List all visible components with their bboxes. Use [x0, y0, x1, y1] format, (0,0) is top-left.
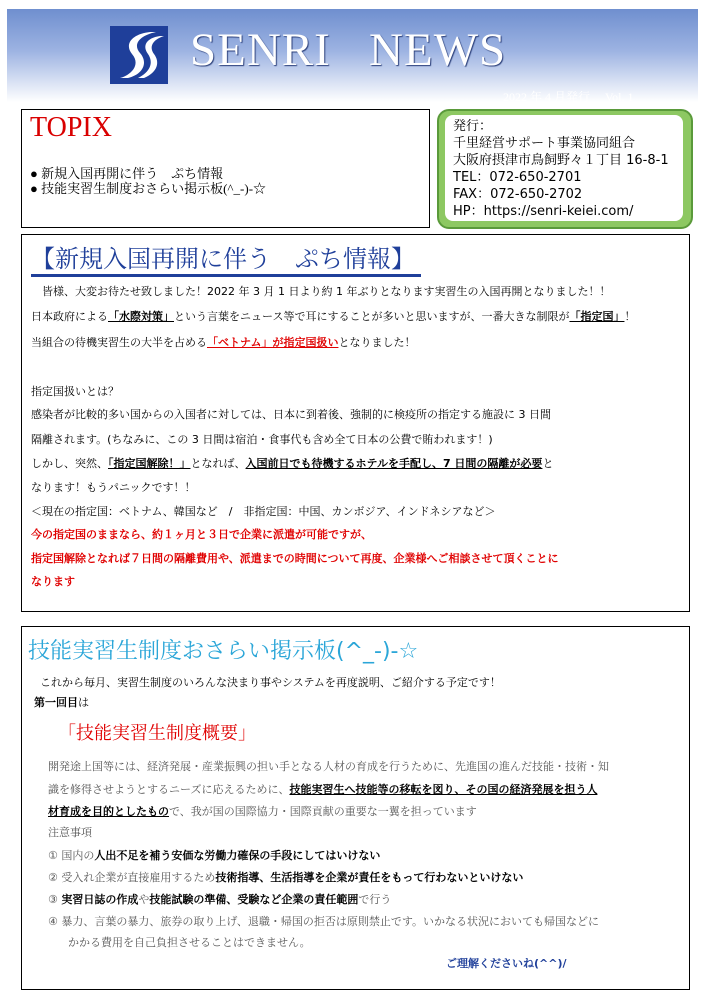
text: で行う — [358, 893, 392, 906]
text: や — [138, 893, 150, 906]
paragraph — [31, 310, 635, 324]
publisher-address: 大阪府摂津市鳥飼野々１丁目 16-8-1 — [453, 153, 669, 168]
emphasis: 技術指導、生活指導を企業が責任をもって行わないといけない — [215, 871, 524, 884]
text: となりました！ — [338, 336, 416, 349]
text: 日本政府による — [31, 310, 108, 323]
red-notice: 今の指定国のままなら、約１ヶ月と３日で企業に派遣が可能ですが、 — [31, 528, 372, 541]
text: という言葉をニュース等で耳にすることが多いと思いますが、一番大きな制限が — [174, 310, 570, 323]
note-item — [48, 893, 391, 907]
paragraph: 開発途上国等には、経済発展・産業振興の担い手となる人材の育成を行うために、先進国の進んだ技能・技術・知 — [48, 760, 609, 773]
note-item: ④ 暴力、言葉の暴力、旅券の取り上げ、退職・帰国の拒否は原則禁止です。いかなる状況においても帰国などに — [48, 915, 600, 928]
publisher-box — [437, 109, 693, 229]
subsection-title: 「技能実習生制度概要」 — [58, 723, 256, 744]
text: ！ — [624, 310, 636, 323]
issue-info: 2022 年 4 月発行 Vol. 1 — [503, 90, 634, 104]
text: で、我が国の国際協力・国際貢献の重要な一翼を担っています — [169, 805, 477, 818]
publisher-label: 発行： — [453, 119, 493, 134]
text: となれば、 — [190, 457, 246, 470]
note-item: かかる費用を自己負担させることはできません。 — [68, 936, 311, 949]
publisher-tel: TEL：072-650-2701 — [453, 170, 582, 185]
paragraph — [31, 457, 553, 471]
senri-logo-icon — [110, 26, 168, 84]
closing-message: ご理解くださいね(^^)/ — [446, 957, 567, 970]
emphasis: 「指定国解除！」 — [108, 457, 191, 470]
publisher-name: 千里経営サポート事業協同組合 — [453, 136, 636, 151]
red-notice: 指定国解除となれば７日間の隔離費用や、派遣までの時間について再度、企業様へご相談させて頂くことに — [31, 552, 559, 565]
paragraph: 皆様、大変お待たせ致しました！2022 年 3 月 1 日より約 1 年ぶりとなります実習生の入国再開となりました！！ — [42, 285, 611, 298]
newsletter-header — [7, 9, 698, 102]
publisher-website-link[interactable]: HP：https://senri-keiei.com/ — [453, 204, 634, 219]
note-item — [48, 849, 380, 863]
notes-title: 注意事項 — [48, 826, 92, 839]
paragraph: 感染者が比較的多い国からの入国者に対しては、日本に到着後、強制的に検疫所の指定する施設に 3 日間 — [31, 408, 551, 421]
text: 当組合の待機実習生の大半を占める — [31, 336, 207, 349]
emphasis: 「ベトナム」が指定国扱い — [207, 336, 339, 349]
section-heading: 技能実習生制度おさらい掲示板(^_-)-☆ — [28, 639, 419, 664]
newsletter-title: SENRI NEWS — [190, 24, 507, 76]
emphasis: 実習日誌の作成 — [61, 893, 139, 906]
text: 識を修得させようとするニーズに応えるために、 — [48, 783, 290, 796]
topix-box — [21, 109, 430, 228]
emphasis: 「水際対策」 — [108, 310, 174, 323]
publisher-fax: FAX：072-650-2702 — [453, 187, 583, 202]
topix-item: ● 技能実習生制度おさらい掲示板(^_-)-☆ — [30, 181, 267, 196]
red-notice: なります — [31, 575, 75, 588]
text: ③ — [48, 893, 62, 906]
question-title: 指定国扱いとは？ — [31, 385, 119, 398]
paragraph — [48, 783, 597, 797]
trainee-system-section — [21, 626, 690, 990]
publisher-inner — [445, 115, 683, 221]
country-list: ＜現在の指定国：ベトナム、韓国など / 非指定国：中国、カンボジア、インドネシアなど＞ — [31, 505, 496, 518]
emphasis: 材育成を目的としたもの — [48, 805, 169, 818]
intro-text: これから毎月、実習生制度のいろんな決まり事やシステムを再度説明、ご紹介する予定です！ — [40, 676, 501, 689]
paragraph: 隔離されます。(ちなみに、この 3 日間は宿泊・食事代も含め全て日本の公費で賄われます！) — [31, 433, 493, 446]
note-item — [48, 871, 523, 885]
section-heading: 【新規入国再開に伴う ぷち情報】 — [31, 239, 421, 277]
text: と — [542, 457, 554, 470]
emphasis: 入国前日でも待機するホテルを手配し、7 日間の隔離が必要 — [245, 457, 543, 470]
text: ① 国内の — [48, 849, 95, 862]
paragraph — [48, 805, 477, 819]
topix-item: ● 新規入国再開に伴う ぷち情報 — [30, 166, 224, 181]
text: 第一回目 — [34, 696, 78, 709]
emphasis: 人出不足を補う安価な労働力確保の手段にしてはいけない — [94, 849, 381, 862]
first-issue-label — [34, 696, 89, 710]
paragraph: なります！もうパニックです！！ — [31, 481, 196, 494]
text: は — [78, 696, 89, 709]
reentry-info-section — [21, 234, 690, 612]
paragraph — [31, 336, 415, 350]
text: ② 受入れ企業が直接雇用するため — [48, 871, 216, 884]
emphasis: 「指定国」 — [569, 310, 625, 323]
topix-title: TOPIX — [30, 112, 112, 143]
text: しかし、突然、 — [31, 457, 108, 470]
emphasis: 技能実習生へ技能等の移転を図り、その国の経済発展を担う人 — [289, 783, 598, 796]
emphasis: 技能試験の準備、受験など企業の責任範囲 — [149, 893, 359, 906]
